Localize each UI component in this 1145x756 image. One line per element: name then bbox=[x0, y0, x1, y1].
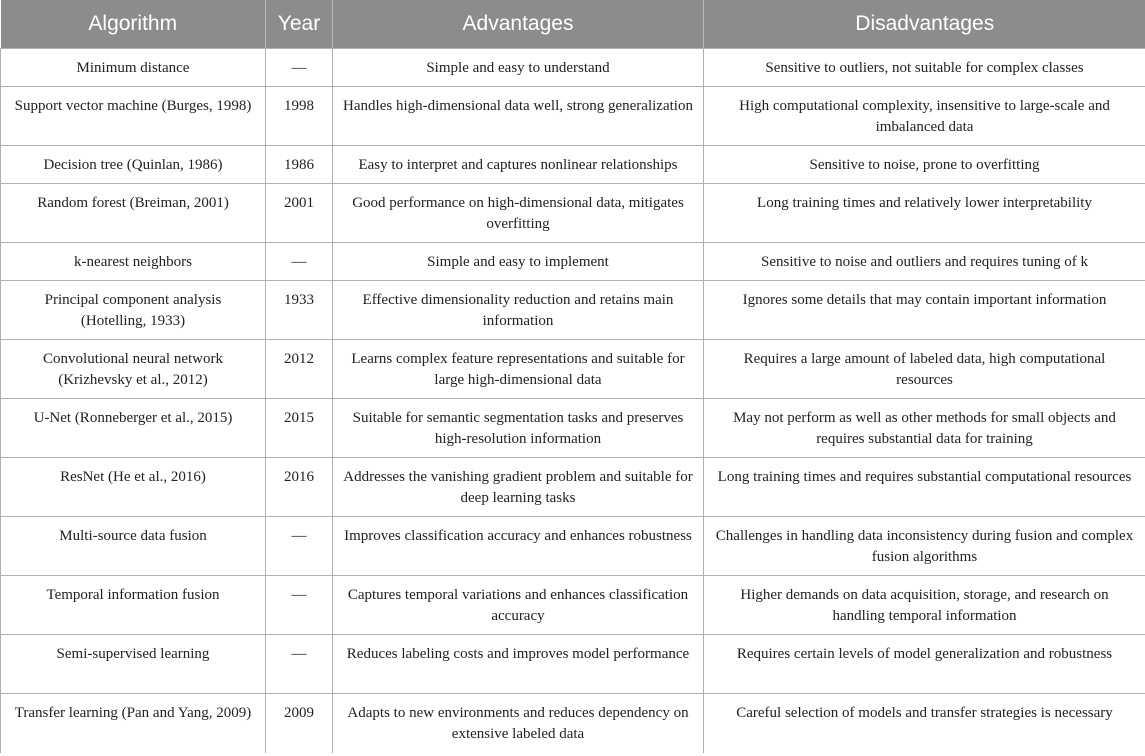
algorithm-cell: Semi-supervised learning bbox=[1, 635, 266, 694]
year-cell: — bbox=[266, 243, 333, 281]
table-row bbox=[1, 399, 1145, 458]
table-row bbox=[1, 49, 1145, 87]
year-cell: 2001 bbox=[266, 184, 333, 243]
table-row bbox=[1, 243, 1145, 281]
year-cell: — bbox=[266, 635, 333, 694]
disadvantages-cell: Higher demands on data acquisition, storage, and research on handling temporal information bbox=[704, 576, 1145, 635]
header-year: Year bbox=[266, 0, 333, 49]
advantages-cell: Easy to interpret and captures nonlinear relationships bbox=[333, 146, 704, 184]
advantages-cell: Improves classification accuracy and enhances robustness bbox=[333, 517, 704, 576]
year-cell: 1933 bbox=[266, 281, 333, 340]
algorithm-cell: U-Net (Ronneberger et al., 2015) bbox=[1, 399, 266, 458]
algorithm-cell: Support vector machine (Burges, 1998) bbox=[1, 87, 266, 146]
table-row bbox=[1, 184, 1145, 243]
table-row bbox=[1, 458, 1145, 517]
year-cell: — bbox=[266, 517, 333, 576]
year-cell: — bbox=[266, 576, 333, 635]
disadvantages-cell: Challenges in handling data inconsistency during fusion and complex fusion algorithms bbox=[704, 517, 1145, 576]
advantages-cell: Simple and easy to understand bbox=[333, 49, 704, 87]
disadvantages-cell: Requires certain levels of model generalization and robustness bbox=[704, 635, 1145, 694]
year-cell: 2016 bbox=[266, 458, 333, 517]
table-row bbox=[1, 576, 1145, 635]
disadvantages-cell: Sensitive to outliers, not suitable for complex classes bbox=[704, 49, 1145, 87]
disadvantages-cell: Long training times and relatively lower interpretability bbox=[704, 184, 1145, 243]
algorithm-cell: Minimum distance bbox=[1, 49, 266, 87]
disadvantages-cell: Requires a large amount of labeled data, high computational resources bbox=[704, 340, 1145, 399]
algorithm-cell: Decision tree (Quinlan, 1986) bbox=[1, 146, 266, 184]
header-disadvantages: Disadvantages bbox=[704, 0, 1145, 49]
advantages-cell: Handles high-dimensional data well, strong generalization bbox=[333, 87, 704, 146]
algorithm-cell: k-nearest neighbors bbox=[1, 243, 266, 281]
year-cell: — bbox=[266, 49, 333, 87]
table-row bbox=[1, 517, 1145, 576]
advantages-cell: Adapts to new environments and reduces dependency on extensive labeled data bbox=[333, 694, 704, 753]
year-cell: 1986 bbox=[266, 146, 333, 184]
disadvantages-cell: May not perform as well as other methods for small objects and requires substantial data for training bbox=[704, 399, 1145, 458]
advantages-cell: Learns complex feature representations and suitable for large high-dimensional data bbox=[333, 340, 704, 399]
algorithm-cell: Random forest (Breiman, 2001) bbox=[1, 184, 266, 243]
disadvantages-cell: Ignores some details that may contain important information bbox=[704, 281, 1145, 340]
table-row bbox=[1, 146, 1145, 184]
table-row bbox=[1, 87, 1145, 146]
disadvantages-cell: Sensitive to noise, prone to overfitting bbox=[704, 146, 1145, 184]
algorithm-cell: ResNet (He et al., 2016) bbox=[1, 458, 266, 517]
disadvantages-cell: Sensitive to noise and outliers and requires tuning of k bbox=[704, 243, 1145, 281]
year-cell: 2012 bbox=[266, 340, 333, 399]
header-advantages: Advantages bbox=[333, 0, 704, 49]
advantages-cell: Suitable for semantic segmentation tasks and preserves high-resolution information bbox=[333, 399, 704, 458]
advantages-cell: Good performance on high-dimensional data, mitigates overfitting bbox=[333, 184, 704, 243]
year-cell: 2015 bbox=[266, 399, 333, 458]
table-row bbox=[1, 340, 1145, 399]
table-row bbox=[1, 281, 1145, 340]
advantages-cell: Simple and easy to implement bbox=[333, 243, 704, 281]
header-algorithm: Algorithm bbox=[1, 0, 266, 49]
header-row bbox=[1, 0, 1145, 49]
algorithm-cell: Transfer learning (Pan and Yang, 2009) bbox=[1, 694, 266, 753]
algorithm-cell: Convolutional neural network (Krizhevsky et al., 2012) bbox=[1, 340, 266, 399]
table-row bbox=[1, 635, 1145, 694]
year-cell: 2009 bbox=[266, 694, 333, 753]
advantages-cell: Effective dimensionality reduction and retains main information bbox=[333, 281, 704, 340]
year-cell: 1998 bbox=[266, 87, 333, 146]
algorithm-cell: Temporal information fusion bbox=[1, 576, 266, 635]
disadvantages-cell: Careful selection of models and transfer strategies is necessary bbox=[704, 694, 1145, 753]
algorithm-cell: Multi-source data fusion bbox=[1, 517, 266, 576]
advantages-cell: Captures temporal variations and enhances classification accuracy bbox=[333, 576, 704, 635]
advantages-cell: Reduces labeling costs and improves model performance bbox=[333, 635, 704, 694]
disadvantages-cell: Long training times and requires substantial computational resources bbox=[704, 458, 1145, 517]
disadvantages-cell: High computational complexity, insensitive to large-scale and imbalanced data bbox=[704, 87, 1145, 146]
advantages-cell: Addresses the vanishing gradient problem and suitable for deep learning tasks bbox=[333, 458, 704, 517]
algorithm-cell: Principal component analysis (Hotelling, 1933) bbox=[1, 281, 266, 340]
table-row bbox=[1, 694, 1145, 753]
